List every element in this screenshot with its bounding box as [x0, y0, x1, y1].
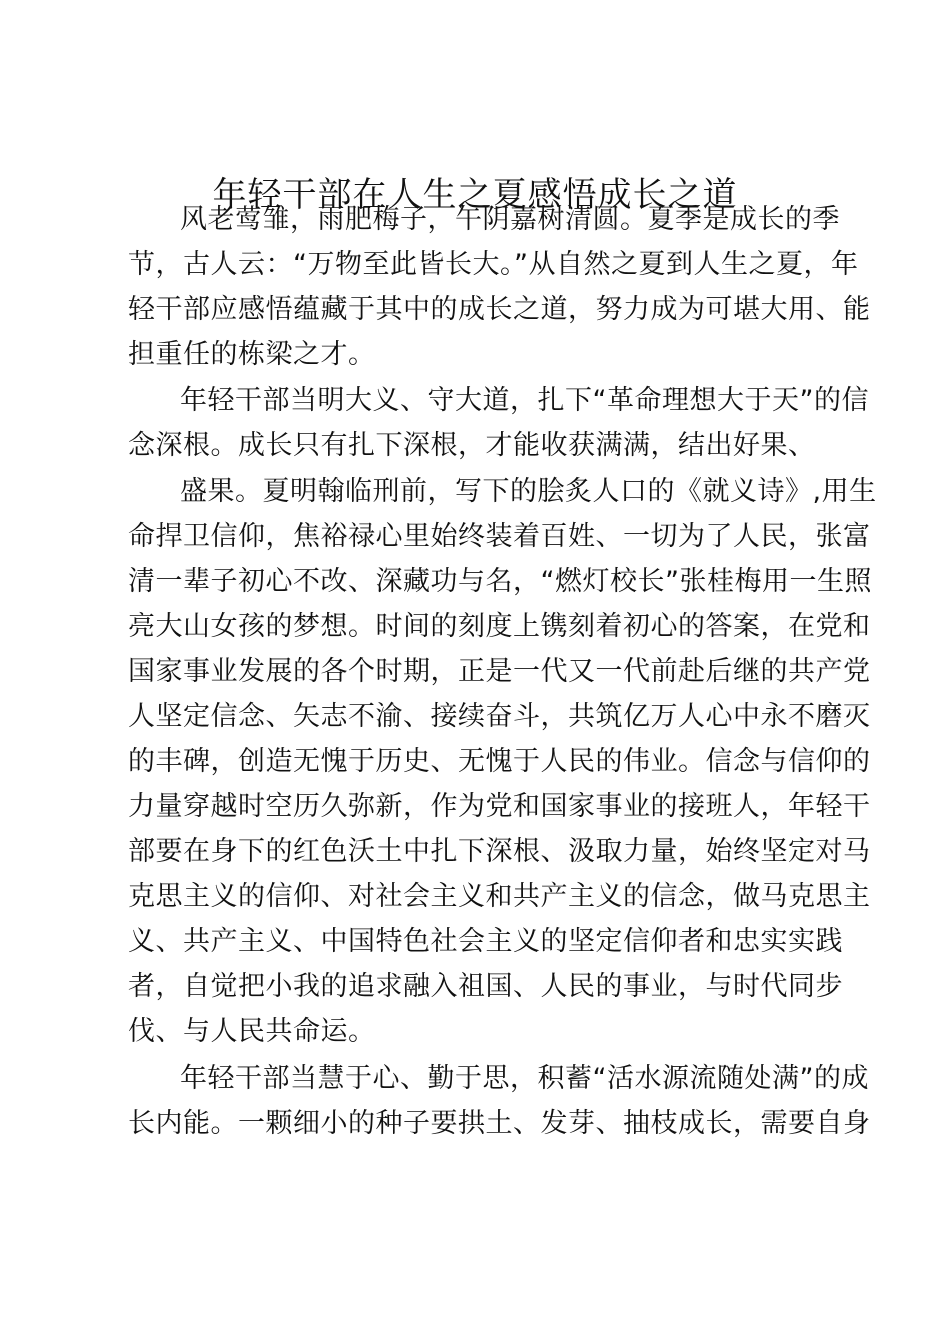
text-line: 克思主义的信仰、对社会主义和共产主义的信念，做马克思主 — [128, 881, 871, 912]
text-line: 人坚定信念、矢志不渝、接续奋斗，共筑亿万人心中永不磨灭 — [128, 701, 871, 732]
text-line: 风老莺雏，雨肥梅子，午阴嘉树清圆。夏季是成长的季 — [180, 204, 840, 235]
text-line: 盛果。夏明翰临刑前，写下的脍炙人口的《就义诗》,用生 — [180, 476, 877, 507]
text-line: 伐、与人民共命运。 — [128, 1016, 376, 1047]
text-line: 亮大山女孩的梦想。时间的刻度上镌刻着初心的答案，在党和 — [128, 611, 871, 642]
text-line: 念深根。成长只有扎下深根，才能收获满满，结出好果、 — [128, 430, 816, 461]
text-line: 义、共产主义、中国特色社会主义的坚定信仰者和忠实实践 — [128, 926, 843, 957]
text-line: 轻干部应感悟蕴藏于其中的成长之道，努力成为可堪大用、能 — [128, 294, 871, 325]
text-line: 命捍卫信仰，焦裕禄心里始终装着百姓、一切为了人民，张富 — [128, 521, 871, 552]
text-line: 年轻干部当明大义、守大道，扎下“革命理想大于天”的信 — [180, 385, 869, 416]
text-line: 部要在身下的红色沃土中扎下深根、汲取力量，始终坚定对马 — [128, 836, 871, 867]
text-line: 力量穿越时空历久弥新，作为党和国家事业的接班人，年轻干 — [128, 791, 871, 822]
text-line: 担重任的栋梁之才。 — [128, 339, 376, 370]
text-line: 清一辈子初心不改、深藏功与名，“燃灯校长”张桂梅用一生照 — [128, 566, 872, 597]
text-line: 国家事业发展的各个时期，正是一代又一代前赴后继的共产党 — [128, 656, 871, 687]
document-title: 年轻干部在人生之夏感悟成长之道 — [212, 175, 738, 215]
text-line: 者，自觉把小我的追求融入祖国、人民的事业，与时代同步 — [128, 971, 843, 1002]
text-line: 的丰碑，创造无愧于历史、无愧于人民的伟业。信念与信仰的 — [128, 746, 871, 777]
text-line: 年轻干部当慧于心、勤于思，积蓄“活水源流随处满”的成 — [180, 1063, 869, 1094]
text-line: 节，古人云：“万物至此皆长大。”从自然之夏到人生之夏，年 — [128, 249, 859, 280]
text-line: 长内能。一颗细小的种子要拱土、发芽、抽枝成长，需要自身 — [128, 1108, 871, 1139]
